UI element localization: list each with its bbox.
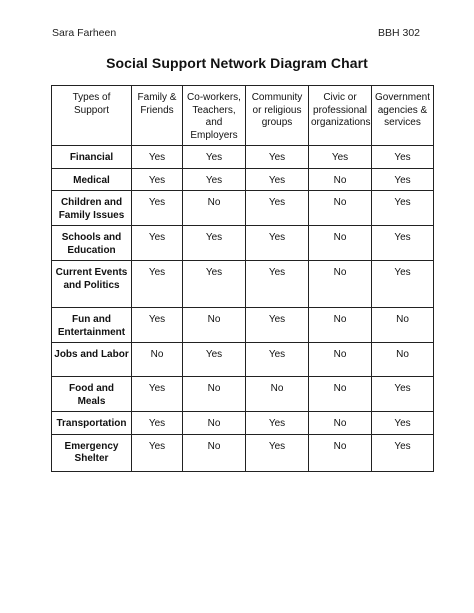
- row-label: Current Events and Politics: [52, 261, 132, 308]
- table-cell: No: [372, 308, 434, 343]
- table-cell: No: [309, 261, 372, 308]
- table-cell: No: [309, 377, 372, 412]
- table-cell: Yes: [246, 191, 309, 226]
- table-cell: No: [183, 377, 246, 412]
- row-label: Jobs and Labor: [52, 343, 132, 377]
- table-cell: Yes: [372, 412, 434, 435]
- table-cell: Yes: [246, 261, 309, 308]
- document-title: Social Support Network Diagram Chart: [106, 55, 368, 71]
- table-cell: Yes: [372, 191, 434, 226]
- table-cell: Yes: [132, 146, 183, 169]
- column-header: Co-workers, Teachers, and Employers: [183, 86, 246, 146]
- table-cell: No: [183, 412, 246, 435]
- table-cell: Yes: [183, 226, 246, 261]
- table-cell: Yes: [183, 168, 246, 191]
- table-cell: No: [132, 343, 183, 377]
- table-cell: Yes: [246, 146, 309, 169]
- table-cell: Yes: [246, 226, 309, 261]
- table-row: [52, 308, 434, 343]
- table-cell: Yes: [372, 377, 434, 412]
- table-cell: No: [309, 168, 372, 191]
- table-cell: Yes: [132, 226, 183, 261]
- author-name: Sara Farheen: [52, 27, 117, 39]
- table-cell: Yes: [246, 343, 309, 377]
- table-row: [52, 146, 434, 169]
- table-cell: Yes: [246, 434, 309, 471]
- row-label: Medical: [52, 168, 132, 191]
- table-cell: Yes: [372, 434, 434, 471]
- column-header: Community or religious groups: [246, 86, 309, 146]
- row-label: Children and Family Issues: [52, 191, 132, 226]
- table-cell: Yes: [132, 191, 183, 226]
- column-header: Types of Support: [52, 86, 132, 146]
- table-cell: No: [372, 343, 434, 377]
- table-row: [52, 261, 434, 308]
- row-label: Fun and Entertainment: [52, 308, 132, 343]
- table-cell: No: [309, 412, 372, 435]
- table-row: [52, 191, 434, 226]
- table-cell: Yes: [372, 146, 434, 169]
- row-label: Transportation: [52, 412, 132, 435]
- course-code: BBH 302: [377, 27, 420, 39]
- table-cell: No: [183, 191, 246, 226]
- table-cell: No: [246, 377, 309, 412]
- table-cell: Yes: [132, 377, 183, 412]
- table-cell: Yes: [132, 308, 183, 343]
- table-row: [52, 168, 434, 191]
- table-cell: Yes: [309, 146, 372, 169]
- table-cell: No: [309, 343, 372, 377]
- table-cell: Yes: [132, 434, 183, 471]
- table-cell: Yes: [183, 261, 246, 308]
- table-cell: No: [183, 308, 246, 343]
- table-row: [52, 226, 434, 261]
- table-cell: Yes: [132, 412, 183, 435]
- table-cell: Yes: [246, 412, 309, 435]
- table-row: [52, 434, 434, 471]
- support-network-table: [51, 85, 434, 472]
- table-cell: Yes: [246, 168, 309, 191]
- column-header: Family & Friends: [132, 86, 183, 146]
- column-header: Civic or professional organizations: [309, 86, 372, 146]
- table-cell: Yes: [183, 343, 246, 377]
- table-row: [52, 377, 434, 412]
- table-row: [52, 343, 434, 377]
- table-cell: Yes: [132, 168, 183, 191]
- table-cell: Yes: [183, 146, 246, 169]
- table-cell: Yes: [132, 261, 183, 308]
- table-cell: No: [309, 434, 372, 471]
- table-cell: No: [183, 434, 246, 471]
- row-label: Financial: [52, 146, 132, 169]
- table-header-row: [52, 86, 434, 146]
- table-cell: Yes: [246, 308, 309, 343]
- table-row: [52, 412, 434, 435]
- row-label: Food and Meals: [52, 377, 132, 412]
- table-cell: Yes: [372, 261, 434, 308]
- row-label: Emergency Shelter: [52, 434, 132, 471]
- row-label: Schools and Education: [52, 226, 132, 261]
- table-cell: No: [309, 308, 372, 343]
- table-cell: No: [309, 226, 372, 261]
- column-header: Government agencies & services: [372, 86, 434, 146]
- table-cell: Yes: [372, 226, 434, 261]
- table-cell: Yes: [372, 168, 434, 191]
- table-cell: No: [309, 191, 372, 226]
